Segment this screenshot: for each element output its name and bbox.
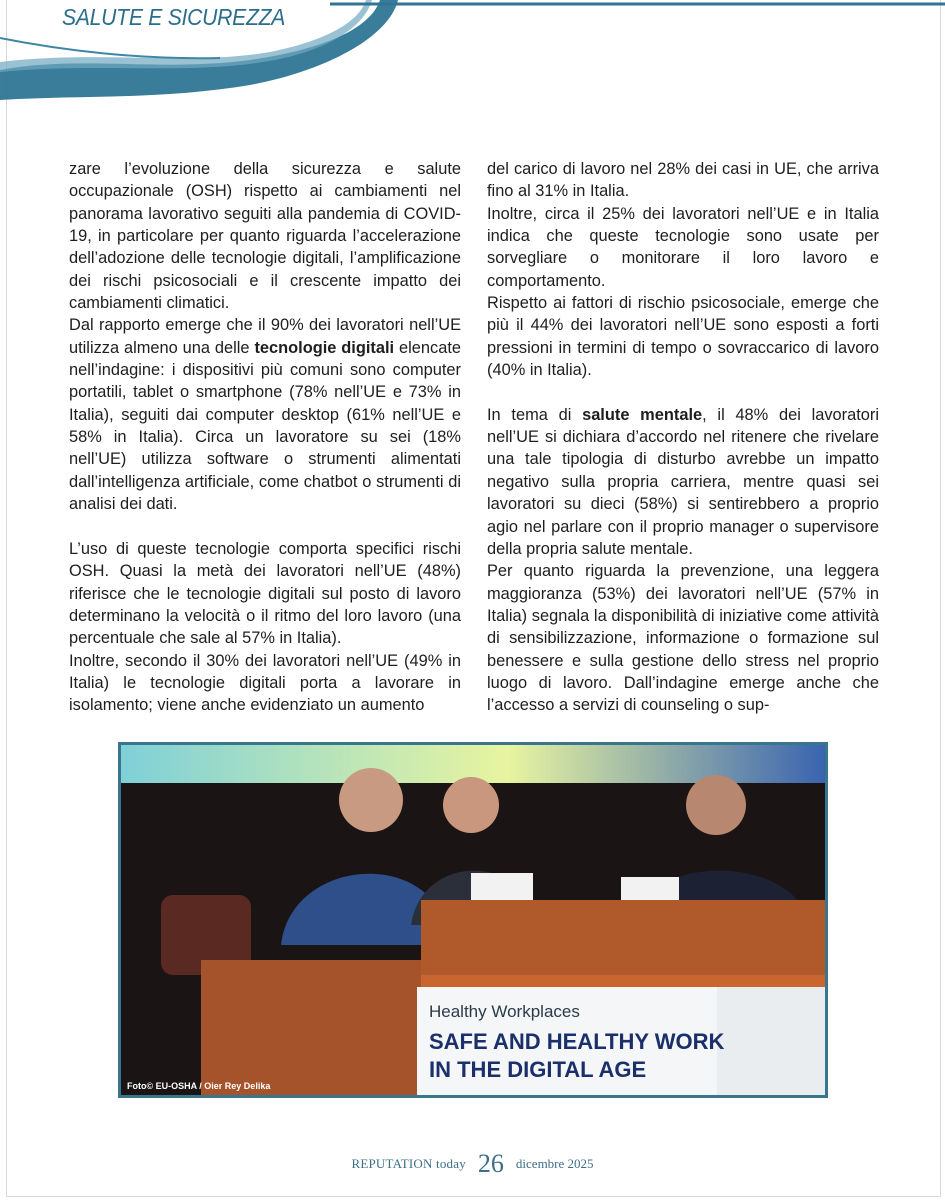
paragraph-text: L’uso di queste tecnologie comporta specifici rischi OSH. Quasi la metà dei lavoratori nell’UE (48%) riferisce che le tecnologie digitali sul posto di lavoro determinano la velocità o il ritmo del loro lavoro (una percentuale che sale al 57% in Italia).: [69, 539, 461, 648]
conference-panel-illustration: [121, 745, 825, 1095]
paragraph-text: zare l’evoluzione della sicurezza e salute occupazionale (OSH) rispetto ai cambiamenti nel panorama lavorativo seguiti alla pandemia di COVID-19, in particolare per quanto riguarda l’accelerazione dell’adozione delle tecnologie digitali, l’amplificazione dei rischi psicosociali e il crescente impatto dei cambiamenti climatici.: [69, 160, 461, 313]
section-title: SALUTE E SICUREZZA: [62, 4, 286, 30]
article-paragraph: [487, 203, 879, 292]
page-number: 26: [477, 1149, 504, 1178]
magazine-name: REPUTATION today: [351, 1156, 466, 1171]
article-paragraph: [69, 158, 461, 314]
article-paragraph: [69, 314, 461, 515]
article-column-left: [69, 158, 461, 717]
article-column-right: [487, 158, 879, 717]
article-photo: [118, 742, 828, 1098]
paragraph-text: Per quanto riguarda la prevenzione, una leggera maggioranza (53%) dei lavoratori nell’UE (57% in Italia) segnala la disponibilità di iniziative come attività di sensibilizzazione, informazione o formazione sul benessere e sulla gestione dello stress nel proprio luogo di lavoro. Dall’indagine emerge anche che l’accesso a servizi di counseling o sup-: [487, 562, 879, 715]
article-paragraph: [487, 560, 879, 716]
paragraph-text: Inoltre, secondo il 30% dei lavoratori nell’UE (49% in Italia) le tecnologie digitali porta a lavorare in isolamento; viene anche evidenziato un aumento: [69, 651, 461, 715]
article-paragraph: [69, 650, 461, 717]
paragraph-text: , il 48% dei lavoratori nell’UE si dichiara d’accordo nel ritenere che rivelare una tale tipologia di disturbo avrebbe un impatto negativo sulla propria carriera, mentre quasi sei lavoratori su dieci (58%) si sentirebbero a proprio agio nel parlare con il proprio manager o supervisore della propria salute mentale.: [487, 405, 880, 558]
article-paragraph: [487, 158, 879, 203]
paragraph-text: del carico di lavoro nel 28% dei casi in UE, che arriva fino al 31% in Italia.: [487, 160, 879, 201]
article-paragraph: [487, 292, 879, 381]
paragraph-text: elencate nell’indagine: i dispositivi più comuni sono computer portatili, tablet o smartphone (78% nell’UE e 73% in Italia), seguiti dai computer desktop (61% nell’UE e 58% in Italia). Circa un lavoratore su sei (18% nell’UE) utilizza software o strumenti alimentati dall’intelligenza artificiale, come chatbot o strumenti di analisi dei dati.: [69, 338, 461, 514]
paragraph-text: Dal rapporto emerge che il 90% dei lavoratori nell’UE utilizza almeno una delle: [69, 316, 461, 357]
article-paragraph: [69, 538, 461, 650]
paragraph-text: In tema di: [487, 405, 583, 424]
article-paragraph: [487, 404, 879, 560]
paragraph-text: Rispetto ai fattori di rischio psicosociale, emerge che più il 44% dei lavoratori nell’UE sono esposti a forti pressioni in termini di tempo o sovraccarico di lavoro (40% in Italia).: [487, 294, 879, 380]
highlighted-term: tecnologie digitali: [254, 338, 395, 357]
banner-small-text: Healthy Workplaces: [429, 1002, 580, 1021]
banner-line-2: IN THE DIGITAL AGE: [429, 1057, 647, 1082]
paragraph-text: Inoltre, circa il 25% dei lavoratori nell’UE e in Italia indica che queste tecnologie sono usate per sorvegliare o monitorare il loro lavoro e comportamento.: [487, 204, 879, 290]
page-footer: [0, 1148, 945, 1180]
highlighted-term: salute mentale: [582, 405, 703, 424]
banner-line-1: SAFE AND HEALTHY WORK: [429, 1029, 725, 1054]
issue-date: dicembre 2025: [515, 1156, 594, 1171]
photo-credit: Foto© EU-OSHA / Oier Rey Delika: [127, 1081, 271, 1091]
